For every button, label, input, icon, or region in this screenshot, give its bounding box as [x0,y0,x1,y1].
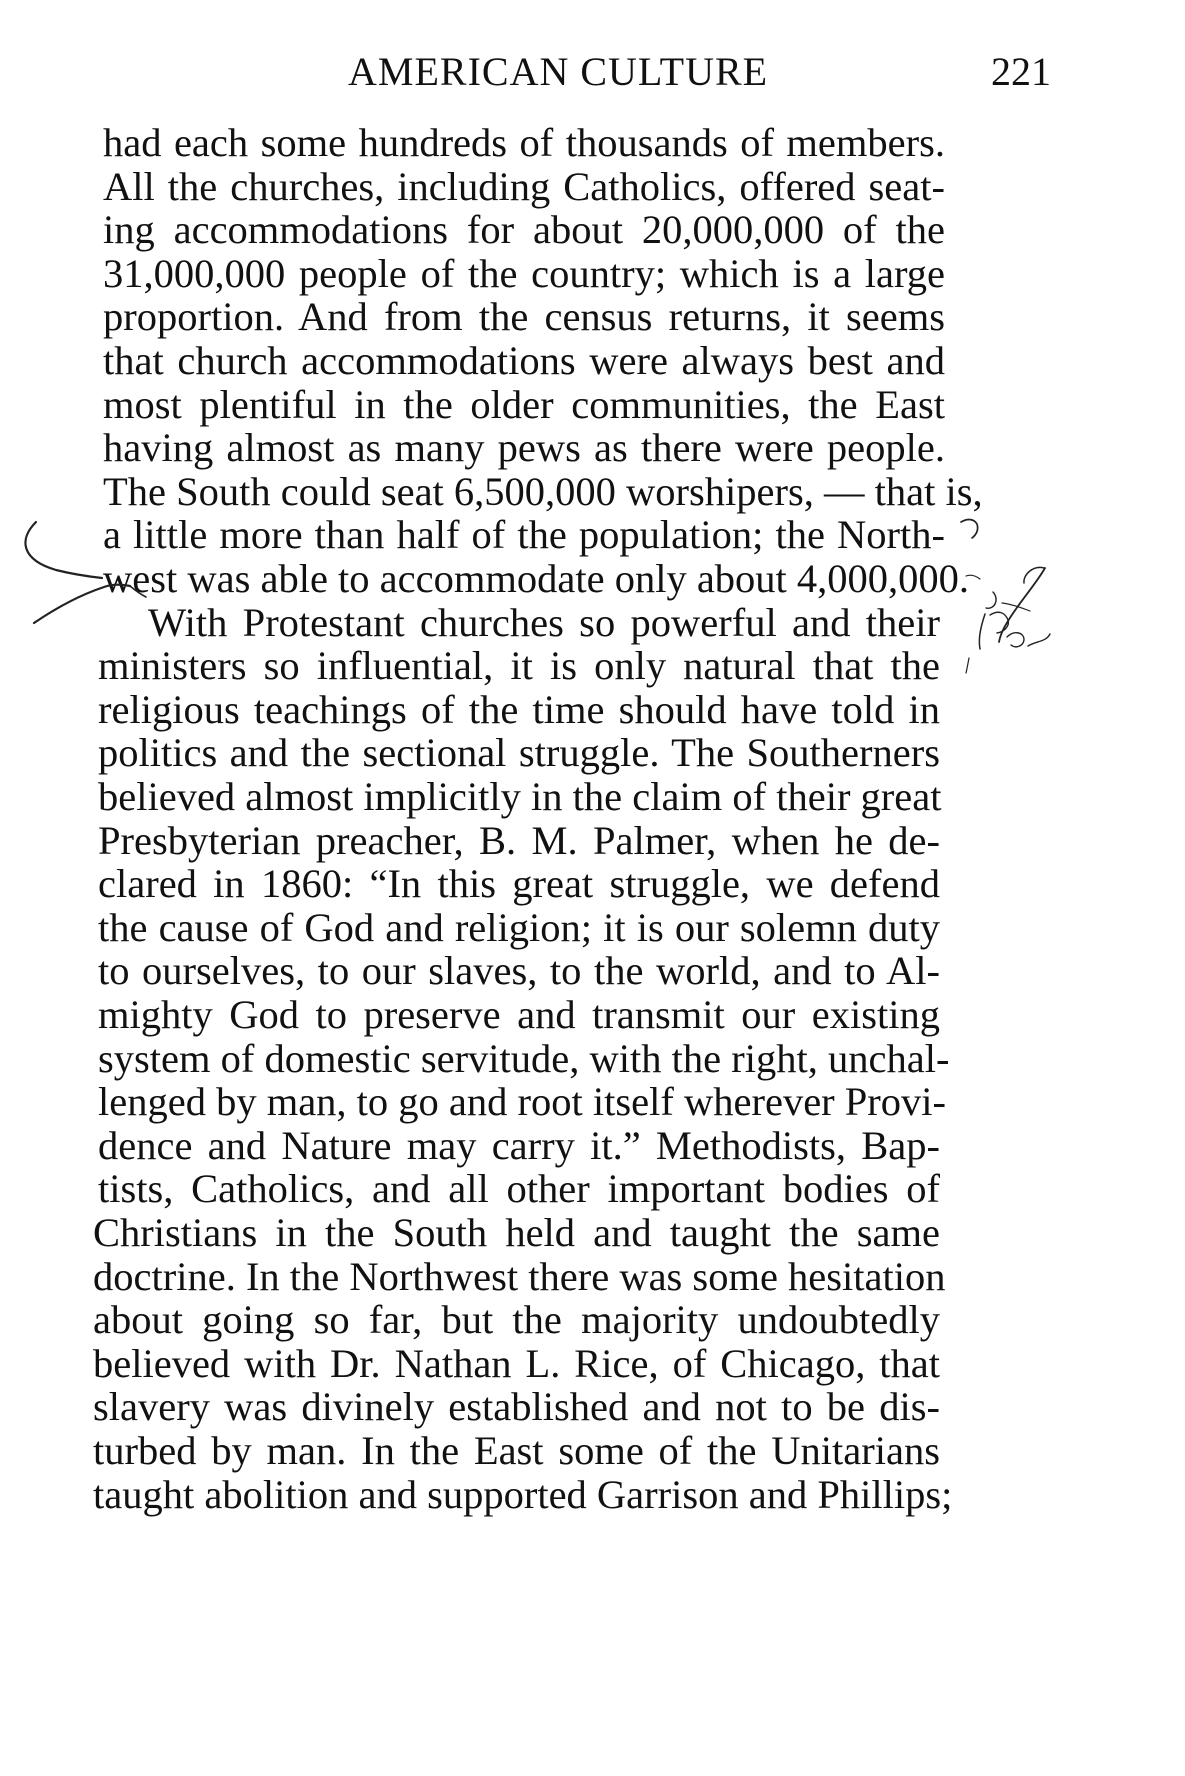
text-line: system of domestic servitude, with the right, unchal- [98,1035,950,1081]
text-line: believed with Dr. Nathan L. Rice, of Chicago, that [93,1340,940,1386]
running-title: AMERICAN CULTURE [348,49,769,94]
text-line: ing accommodations for about 20,000,000 of the [103,207,945,253]
page-number: 221 [991,49,1051,94]
text-line: to ourselves, to our slaves, to the world, and to Al- [98,948,940,994]
text-line: tists, Catholics, and all other important bodies of [98,1166,940,1212]
text-line: believed almost implicitly in the claim of their great [98,774,942,819]
text-line: dence and Nature may carry it.” Methodists, Bap- [98,1122,940,1168]
text-line: the cause of God and religion; it is our solemn duty [98,904,940,950]
text-line: west was able to accommodate only about 4,000,000. [103,556,970,601]
text-line: turbed by man. In the East some of the Unitarians [93,1428,940,1473]
text-line: lenged by man, to go and root itself wherever Provi- [98,1079,947,1125]
text-line: most plentiful in the older communities, the East [103,381,945,427]
text-line: Christians in the South held and taught the same [93,1210,940,1255]
text-line: mighty God to preserve and transmit our existing [98,992,940,1037]
text-line: politics and the sectional struggle. The Southerners [98,730,940,776]
text-line: The South could seat 6,500,000 worshipers, — that is, [103,468,983,514]
text-line: about going so far, but the majority undoubtedly [93,1297,940,1343]
text-line: slavery was divinely established and not to be dis- [93,1384,940,1430]
text-line: proportion. And from the census returns, it seems [103,294,945,340]
running-head [0,44,1185,100]
text-line: Presbyterian preacher, B. M. Palmer, when he de- [98,817,940,863]
text-line: doctrine. In the Northwest there was some hesitation [93,1253,946,1299]
text-line: had each some hundreds of thousands of members. [103,120,945,165]
text-line: having almost as many pews as there were people. [103,425,945,471]
text-line: clared in 1860: “In this great struggle, we defend [98,861,940,907]
text-line: ministers so influential, it is only natural that the [98,643,940,689]
text-line: 31,000,000 people of the country; which is a large [103,250,945,296]
text-line: religious teachings of the time should have told in [98,686,940,732]
text-line: With Protestant churches so powerful and their [148,599,940,645]
text-line: All the churches, including Catholics, offered seat- [103,163,945,209]
text-line: that church accommodations were always best and [103,338,945,383]
text-line: taught abolition and supported Garrison and Phillips; [93,1471,953,1517]
text-line: a little more than half of the population; the North- [103,512,945,558]
